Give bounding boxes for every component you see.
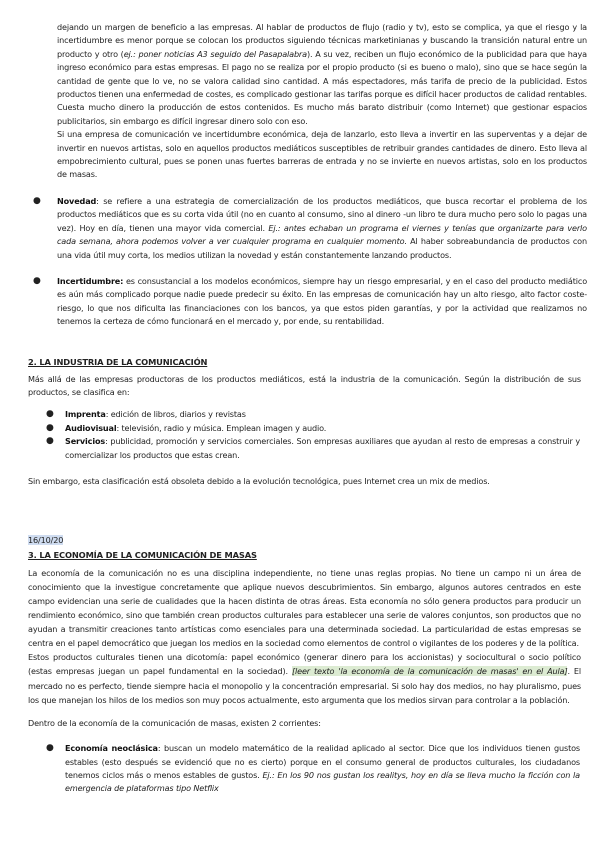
example-text: Ej.: antes echaban un programa el viernes y tenías que organizarte para verlo cada semana, ahora podemos volver a ver cualquier programa en cualquier momento. <box>57 222 587 247</box>
section-heading-economia: 3. LA ECONOMÍA DE LA COMUNICACIÓN DE MASAS <box>28 549 257 560</box>
highlighted-note: [leer texto 'la economía de la comunicación de masas' en el Aula] <box>292 666 568 677</box>
list-item-economia-neoclasica <box>46 742 581 796</box>
list-item-imprenta <box>46 408 580 421</box>
bullet-icon: ● <box>46 743 54 754</box>
term: Economía neoclásica <box>65 743 158 754</box>
text: ). A su vez, reciben un flujo económico de la publicidad para que haya ingreso económico para estas empresas. El pago no se realiza por el propio producto (si es bueno o malo), sino que se hace según la cantidad de gente que lo ve, no se valora calidad sino cantidad. A más espectadores, más tarifa de precio de la publicidad. Estos productos tienen una enfermedad de costes, es complicado gestionar las tarifas porque es difícil hacer productos de calidad rentables. Cuesta mucho dinero la producción de estos contenidos. Es mucho más barato distribuir (como Internet) que gestionar espacios publicitarios, sin embargo es difícil ingresar dinero solo con eso. <box>57 48 587 126</box>
date-label <box>28 534 581 547</box>
text: : edición de libros, diarios y revistas <box>105 409 246 420</box>
text: Al haber sobreabundancia de productos con una vida útil muy corta, los medios utilizan la novedad y están constantemente lanzando productos. <box>57 236 587 260</box>
bullet-icon: ● <box>33 195 41 206</box>
paragraph-corrientes: Dentro de la economía de la comunicación de masas, existen 2 corrientes: <box>28 717 321 728</box>
term: Novedad <box>57 195 97 206</box>
list-item-novedad <box>33 195 587 262</box>
list-item-servicios <box>46 435 580 462</box>
text: . El mercado no es perfecto, tiende siempre hacia el monopolio y la concentración empresarial. Si solo hay dos medios, no hay pluralismo, pues los que manejan los hilos de los medios son muy pocos actualmente, esto argumenta que los medios sirvan para controlar a la población. <box>28 666 582 705</box>
text: Estos productos culturales tienen una dicotomía: papel económico (generar dinero para los accionistas) y sociocultural o socio político (estas empresas juegan un papel fundamental en la sociedad). <box>28 652 581 677</box>
list-item-incertidumbre <box>33 275 587 329</box>
bullet-icon: ● <box>46 409 54 420</box>
paragraph-economia <box>28 566 581 707</box>
bullet-icon: ● <box>46 436 54 447</box>
term: Incertidumbre: <box>57 275 124 286</box>
list-item-audiovisual <box>46 422 580 435</box>
paragraph-industria-outro: Sin embargo, esta clasificación está obsoleta debido a la evolución tecnológica, pues Internet crea un mix de medios. <box>28 475 490 486</box>
paragraph-advertising <box>57 21 587 128</box>
text: dejando un margen de beneficio a las empresas. Al hablar de productos de flujo (radio y tv), esto se complica, ya que el riesgo y la incertidumbre es menor porque se colocan los productos siguiendo técnicas marketinianas y buscando la transición natural entre un producto y otro ( <box>57 22 587 59</box>
text: : publicidad, promoción y servicios comerciales. Son empresas auxiliares que ayudan al resto de empresas a construir y comercializar los productos que estas crean. <box>65 436 580 460</box>
bullet-icon: ● <box>33 275 41 286</box>
date-text: 16/10/20 <box>28 535 64 546</box>
text: Si una empresa de comunicación ve incertidumbre económica, deja de lanzarlo, esto lleva a invertir en las superventas y a dejar de invertir en nuevos artistas, solo en aquellos productos mediáticos susceptibles de retribuir grandes cantidades de dinero. Esto lleva al empobrecimiento cultural, pues se ponen unas fuertes barreras de entrada y no se invierte en nuevos artistas, solo en los productos de masas. <box>57 129 587 180</box>
text: La economía de la comunicación no es una disciplina independiente, no tiene unas reglas propias. No tiene un campo ni un área de conocimiento que la investigue concretamente que aplique nuevos descubrimientos. Sin embargo, algunos autores centrados en este campo evidencian una serie de cualidades que la hacen distinta de otras áreas. Esta economía no sólo genera productos para producir un rendimiento económico, sino que también crean productos culturales para establecer una serie de valores conjuntos, son productos que no ayudan a transmitir creaciones tanto artísticas como esenciales para una determinada sociedad. La particularidad de estas empresas se centra en el papel democrático que juegan los medios en la sociedad como elementos de control o vigilantes de los poderes y de la política. <box>28 567 581 649</box>
text: : buscan un modelo matemático de la realidad aplicado al sector. Dice que los individuos tienen gustos estables (esto después se evidenció que no es cierto) porque en el consumo general de productos culturales, los ciudadanos tenemos ciclos más o menos estables de gustos. <box>65 743 581 780</box>
paragraph-uncertainty-effects <box>57 128 587 182</box>
paragraph-industria-intro: Más allá de las empresas productoras de los productos mediáticos, está la industria de la comunicación. Según la distribución de sus productos, se clasifica en: <box>28 373 581 397</box>
example-text: Ej.: En los 90 nos gustan los realitys, hoy en día se lleva mucho la ficción con la emergencia de plataformas tipo Netflix <box>65 769 580 794</box>
term: Servicios <box>65 436 106 447</box>
section-heading-industria: 2. LA INDUSTRIA DE LA COMUNICACIÓN <box>28 356 208 367</box>
text: : televisión, radio y música. Emplean imagen y audio. <box>116 422 327 433</box>
term: Audiovisual <box>65 422 117 433</box>
example-text: ej.: poner noticias A3 seguido del Pasapalabra <box>123 48 307 59</box>
text: : se refiere a una estrategia de comercialización de los productos mediáticos, que busca recortar el problema de los productos mediáticos que es su corta vida útil (no en cuanto al consumo, sino al dinero -un libro te dura mucho pero solo lo pagas una vez). Hoy en día, tienen una mayor vida comercial. <box>57 195 587 233</box>
text: es consustancial a los modelos económicos, siempre hay un riesgo empresarial, y en el caso del producto mediático es aún más complicado porque nadie puede predecir su éxito. En las empresas de comunicación hay un alto riesgo, alto factor coste-riesgo, lo que nos dificulta las financiaciones con los bancos, ya que estos piden garantías, y por la actividad que realizamos no tenemos la certeza de cómo funcionará en el mercado y, por ende, su rentabilidad. <box>57 275 587 327</box>
term: Imprenta <box>65 409 106 420</box>
bullet-icon: ● <box>46 422 54 433</box>
